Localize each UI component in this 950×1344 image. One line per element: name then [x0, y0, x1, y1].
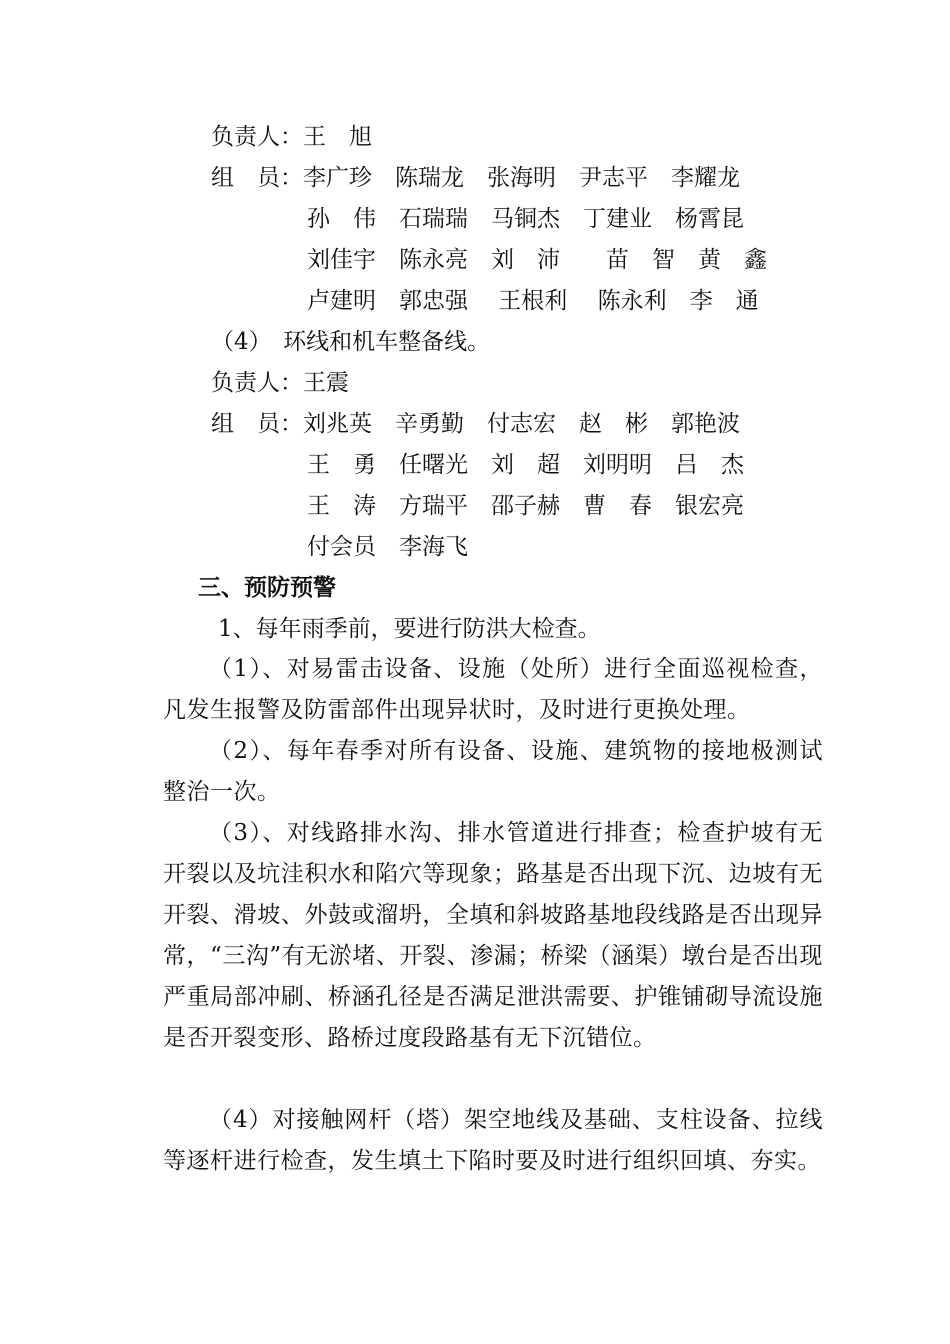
paragraph-3: （3）、对线路排水沟、排水管道进行排查；检查护坡有无开裂以及坑洼积水和陷穴等现象；路基是否出现下沉、边坡有无开裂、滑坡、外鼓或溜坍，全填和斜坡路基地段线路是否出现异常，“三沟”有无淤堵、开裂、渗漏；桥梁（涵渠）墩台是否出现严重局部冲刷、桥涵孔径是否满足泄洪需要、护锥铺砌导流设施是否开裂变形、路桥过度段路基有无下沉错位。	[163, 820, 823, 1051]
group4-title: （4） 环线和机车整备线。	[211, 329, 491, 355]
group3-leader: 负责人：王 旭	[211, 124, 372, 150]
group4-leader: 负责人：王震	[211, 370, 349, 396]
group4-members-row4: 付会员 李海飞	[307, 534, 468, 560]
group3-members-row1: 组 员：李广珍 陈瑞龙 张海明 尹志平 李耀龙	[211, 165, 740, 191]
paragraph-4: （4）对接触网杆（塔）架空地线及基础、支柱设备、拉线等逐杆进行检查，发生填土下陷时要及时进行组织回填、夯实。	[163, 1107, 823, 1174]
group4-members-row2: 王 勇 任曙光 刘 超 刘明明 吕 杰	[307, 452, 744, 478]
group3-members-row2: 孙 伟 石瑞瑞 马铜杰 丁建业 杨霄昆	[307, 206, 744, 232]
group3-members-row3: 刘佳宇 陈永亮 刘 沛 苗 智 黄 鑫	[307, 247, 767, 273]
paragraph-1: （1）、对易雷击设备、设施（处所）进行全面巡视检查，凡发生报警及防雷部件出现异状时，及时进行更换处理。	[163, 656, 823, 723]
group4-members-row3: 王 涛 方瑞平 邵子赫 曹 春 银宏亮	[307, 493, 744, 519]
group4-members-row1: 组 员：刘兆英 辛勇勤 付志宏 赵 彬 郭艳波	[211, 411, 740, 437]
section-heading: 三、预防预警	[198, 574, 336, 601]
item-1: 1、每年雨季前，要进行防洪大检查。	[218, 616, 601, 642]
group3-members-row4: 卢建明 郭忠强 王根利 陈永利 李 通	[307, 288, 759, 314]
paragraph-2: （2）、每年春季对所有设备、设施、建筑物的接地极测试整治一次。	[163, 738, 823, 805]
